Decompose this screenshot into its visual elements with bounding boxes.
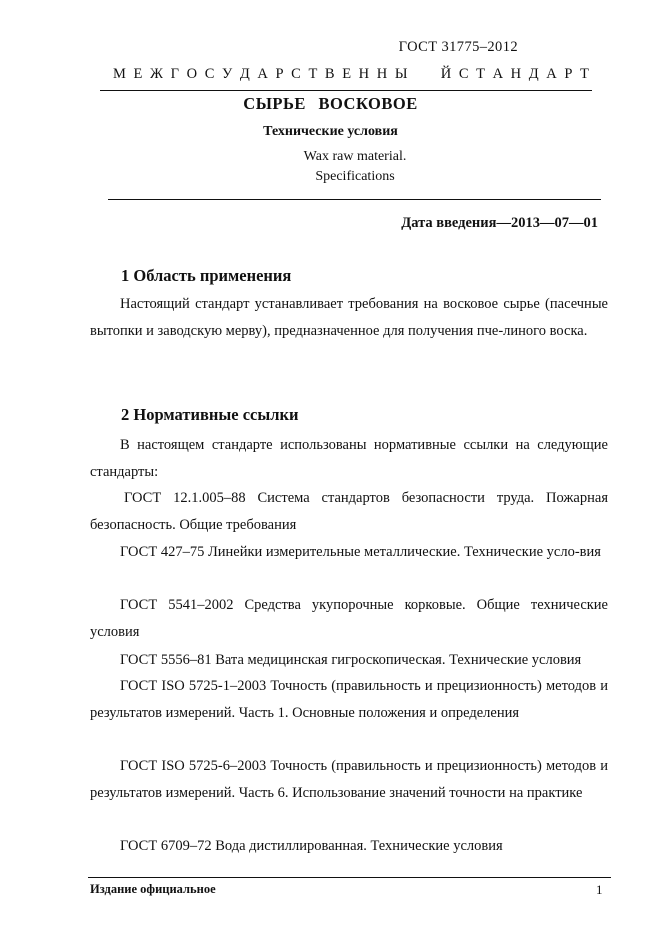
introduction-date: Дата введения—2013—07—01 (401, 215, 598, 231)
reference-item: ГОСТ 12.1.005–88 Система стандартов безопасности труда. Пожарная безопасность. Общие требования (90, 490, 608, 533)
interstate-letter: Н (376, 66, 388, 82)
interstate-letter: Р (275, 66, 284, 82)
document-code: ГОСТ 31775–2012 (398, 39, 518, 55)
interstate-letter: М (113, 66, 126, 82)
scope-paragraph: Настоящий стандарт устанавливает требования на восковое сырье (пасечные вытопки и заводскую мерву), предназначенное для получения пче-линого воска. (90, 296, 608, 339)
reference-item: ГОСТ ISO 5725-1–2003 Точность (правильность и прецизионность) методов и результатов измерений. Часть 1. Основные положения и определения (90, 678, 608, 721)
interstate-letter: С (458, 66, 469, 82)
title-divider (108, 199, 601, 200)
interstate-letter: С (204, 66, 215, 82)
interstate-letter: Т (308, 66, 318, 82)
interstate-letter: А (492, 66, 504, 82)
reference-item: ГОСТ 5556–81 Вата медицинская гигроскопическая. Технические условия (120, 652, 582, 668)
interstate-letter: Й (440, 66, 452, 82)
standard-title: СЫРЬЕ ВОСКОВОЕ (243, 94, 418, 113)
section-heading-references: 2 Нормативные ссылки (121, 405, 299, 424)
interstate-letter: Д (528, 66, 539, 82)
reference-item: ГОСТ ISO 5725-6–2003 Точность (правильность и прецизионность) методов и результатов измерений. Часть 6. Использование значений точности на практике (90, 758, 608, 801)
interstate-letter: Н (510, 66, 522, 82)
interstate-letter: Г (170, 66, 179, 82)
interstate-letter: У (221, 66, 233, 82)
reference-item: ГОСТ 6709–72 Вода дистиллированная. Технические условия (120, 838, 503, 854)
interstate-letter: Е (342, 66, 352, 82)
reference-item: ГОСТ 5541–2002 Средства укупорочные корковые. Общие технические условия (90, 597, 608, 640)
interstate-letter: Т (580, 66, 589, 82)
interstate-letter: Н (358, 66, 370, 82)
reference-item: ГОСТ 427–75 Линейки измерительные металлические. Технические усло-вия (120, 544, 601, 560)
interstate-letter: А (257, 66, 268, 82)
interstate-letter: Ж (149, 66, 163, 82)
interstate-letter: Е (133, 66, 143, 82)
english-title-line2: Specifications (315, 169, 395, 184)
standard-subtitle: Технические условия (263, 124, 398, 139)
interstate-word-gap (415, 66, 433, 83)
interstate-letter: Р (564, 66, 573, 82)
interstate-letter: Т (476, 66, 485, 82)
section-heading-scope: 1 Область применения (121, 266, 292, 285)
english-title-line1: Wax raw material. (303, 149, 407, 164)
references-intro: В настоящем стандарте использованы нормативные ссылки на следующие стандарты: (90, 437, 608, 480)
page-number: 1 (596, 882, 603, 897)
interstate-letter: В (324, 66, 335, 82)
edition-label: Издание официальное (90, 882, 216, 896)
interstate-letter: А (546, 66, 557, 82)
interstate-letter: С (291, 66, 301, 82)
header-divider (100, 90, 592, 91)
interstate-standard-label (113, 66, 589, 83)
interstate-letter: Д (239, 66, 250, 82)
interstate-letter: О (186, 66, 198, 82)
interstate-letter: Ы (394, 66, 408, 82)
footer-divider (88, 877, 611, 878)
